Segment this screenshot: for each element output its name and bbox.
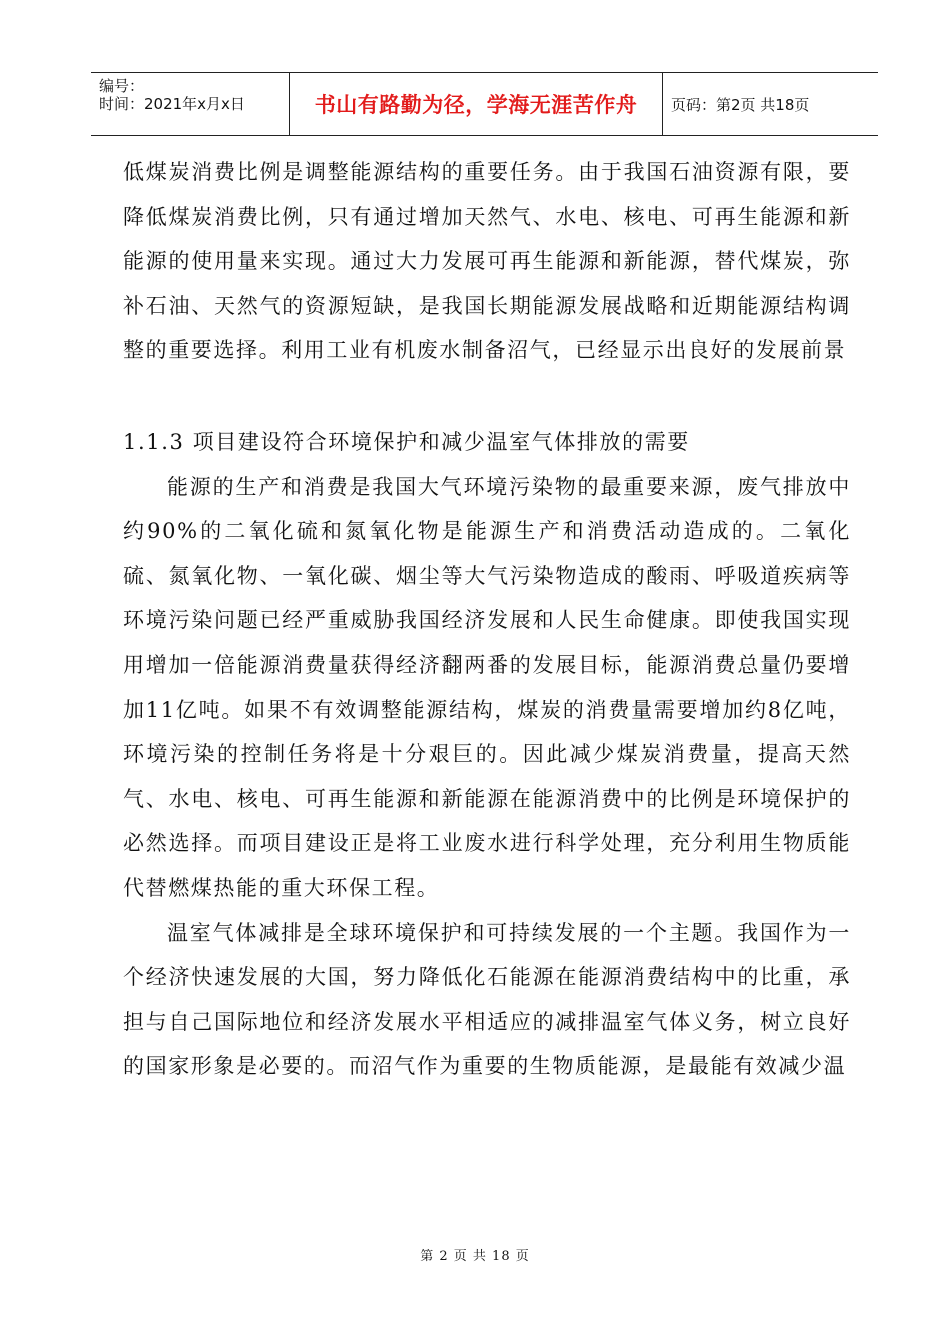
paragraph-greenhouse: 温室气体减排是全球环境保护和可持续发展的一个主题。我国作为一个经济快速发展的大国，努力降低化石能源在能源消费结构中的比重，承担与自己国际地位和经济发展水平相适应的减排温室气体义务，树立良好的国家形象是必要的。而沼气作为重要的生物质能源，是最能有效减少温: [123, 920, 851, 1079]
header-page-cell: [663, 73, 878, 135]
serial-number-label: 编号：: [99, 77, 145, 95]
page-footer: 第 2 页 共 18 页: [420, 1249, 530, 1264]
header-motto-cell: [290, 73, 663, 135]
page-header: [91, 72, 878, 136]
date-label: 时间：2021年x月x日: [99, 95, 245, 113]
paragraph-pollution: 能源的生产和消费是我国大气环境污染物的最重要来源，废气排放中约90%的二氧化硫和氮氧化物是能源生产和消费活动造成的。二氧化硫、氮氧化物、一氧化碳、烟尘等大气污染物造成的酸雨、呼吸道疾病等环境污染问题已经严重威胁我国经济发展和人民生命健康。即使我国实现用增加一倍能源消费量获得经济翻两番的发展目标，能源消费总量仍要增加11亿吨。如果不有效调整能源结构，煤炭的消费量需要增加约8亿吨，环境污染的控制任务将是十分艰巨的。因此减少煤炭消费量，提高天然气、水电、核电、可再生能源和新能源在能源消费中的比例是环境保护的必然选择。而项目建设正是将工业废水进行科学处理，充分利用生物质能代替燃煤热能的重大环保工程。: [123, 474, 851, 900]
header-meta: [91, 73, 290, 135]
section-heading: 1.1.3 项目建设符合环境保护和减少温室气体排放的需要: [123, 429, 690, 454]
paragraph-energy-structure: 低煤炭消费比例是调整能源结构的重要任务。由于我国石油资源有限，要降低煤炭消费比例，只有通过增加天然气、水电、核电、可再生能源和新能源的使用量来实现。通过大力发展可再生能源和新能源，替代煤炭，弥补石油、天然气的资源短缺，是我国长期能源发展战略和近期能源结构调整的重要选择。利用工业有机废水制备沼气，已经显示出良好的发展前景: [123, 160, 851, 363]
header-page-number: 页码：第2页 共18页: [671, 95, 810, 114]
header-motto: 书山有路勤为径，学海无涯苦作舟: [314, 93, 638, 117]
document-body: [123, 150, 851, 1089]
paragraph-spacer: [123, 373, 851, 420]
